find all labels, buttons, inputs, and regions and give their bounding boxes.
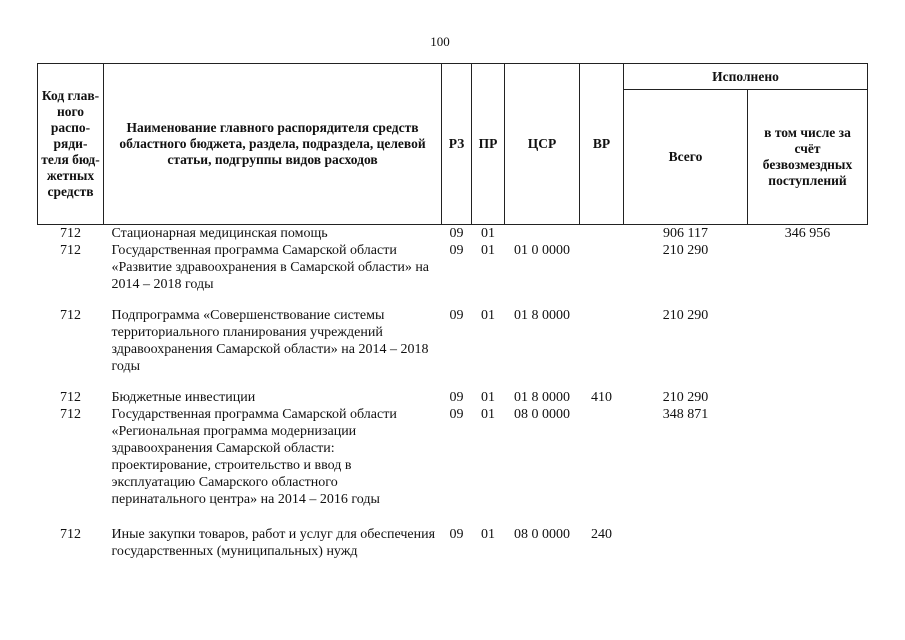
row-code: 712 — [60, 308, 81, 323]
row-pr: 01 — [481, 226, 495, 241]
row-pr: 01 — [481, 527, 495, 542]
row-total: 210 290 — [662, 390, 709, 405]
row-csr: 01 0 0000 — [514, 243, 570, 258]
table-row — [38, 406, 868, 508]
header-csr: ЦСР — [505, 64, 580, 225]
row-free — [748, 526, 868, 560]
row-name: Бюджетные инвестиции — [111, 390, 256, 405]
row-rz: 09 — [449, 527, 464, 542]
row-code: 712 — [60, 527, 81, 542]
row-rz: 09 — [449, 226, 464, 241]
header-code: Код глав-ного распо-ряди-теля бюд-жетных средств — [38, 64, 104, 225]
row-free: 346 956 — [784, 226, 831, 241]
row-pr: 01 — [481, 390, 495, 405]
header-total: Всего — [624, 90, 748, 225]
row-csr: 01 8 0000 — [514, 308, 570, 323]
row-free — [748, 242, 868, 293]
header-name: Наименование главного распорядителя средств областного бюджета, раздела, подраздела, целевой статьи, подгруппы видов расходов — [104, 64, 442, 225]
header-pr: ПР — [472, 64, 505, 225]
table-row — [38, 242, 868, 293]
budget-table — [37, 63, 868, 560]
row-vr: 410 — [591, 390, 612, 405]
row-vr — [580, 406, 624, 508]
row-csr: 08 0 0000 — [514, 407, 570, 422]
row-name: Подпрограмма «Совершенствование системы территориального планирования учреждений здравоохранения Самарской области» на 2014 – 2018 годы — [111, 308, 429, 374]
page-number: 100 — [430, 34, 450, 49]
row-pr: 01 — [481, 407, 495, 422]
row-code: 712 — [60, 407, 81, 422]
row-total: 210 290 — [662, 243, 709, 258]
row-rz: 09 — [449, 407, 464, 422]
row-total — [624, 526, 748, 560]
row-rz: 09 — [449, 390, 464, 405]
row-name: Иные закупки товаров, работ и услуг для обеспечения государственных (муниципальных) нужд — [111, 527, 436, 559]
row-free — [748, 307, 868, 375]
table-row — [38, 307, 868, 375]
row-spacer — [38, 508, 868, 526]
row-csr: 08 0 0000 — [514, 527, 570, 542]
row-code: 712 — [60, 243, 81, 258]
row-free — [748, 406, 868, 508]
row-total: 210 290 — [662, 308, 709, 323]
row-name: Государственная программа Самарской области «Региональная программа модернизации здравоохранения Самарской области: проектирование, строительство и ввод в эксплуатацию Самарского областного перинатального центра» на 2014 – 2016 годы — [111, 407, 397, 507]
row-code: 712 — [60, 390, 81, 405]
header-rz: РЗ — [442, 64, 472, 225]
row-csr: 01 8 0000 — [514, 390, 570, 405]
row-csr — [505, 225, 580, 243]
row-rz: 09 — [449, 243, 464, 258]
row-spacer — [38, 293, 868, 307]
row-total: 906 117 — [663, 226, 708, 241]
table-row — [38, 389, 868, 406]
row-pr: 01 — [481, 243, 495, 258]
row-vr — [580, 225, 624, 243]
row-total: 348 871 — [662, 407, 709, 422]
row-pr: 01 — [481, 308, 495, 323]
header-vr: ВР — [580, 64, 624, 225]
row-vr — [580, 307, 624, 375]
header-executed: Исполнено — [624, 64, 868, 90]
row-vr: 240 — [591, 527, 612, 542]
row-name: Государственная программа Самарской области «Развитие здравоохранения в Самарской области» на 2014 – 2018 годы — [111, 243, 430, 292]
row-free — [748, 389, 868, 406]
row-name: Стационарная медицинская помощь — [111, 226, 328, 241]
table-row — [38, 526, 868, 560]
row-vr — [580, 242, 624, 293]
header-free: в том числе за счёт безвозмездных поступлений — [748, 90, 868, 225]
table-row — [38, 225, 868, 243]
row-code: 712 — [60, 226, 81, 241]
row-spacer — [38, 375, 868, 389]
row-rz: 09 — [449, 308, 464, 323]
